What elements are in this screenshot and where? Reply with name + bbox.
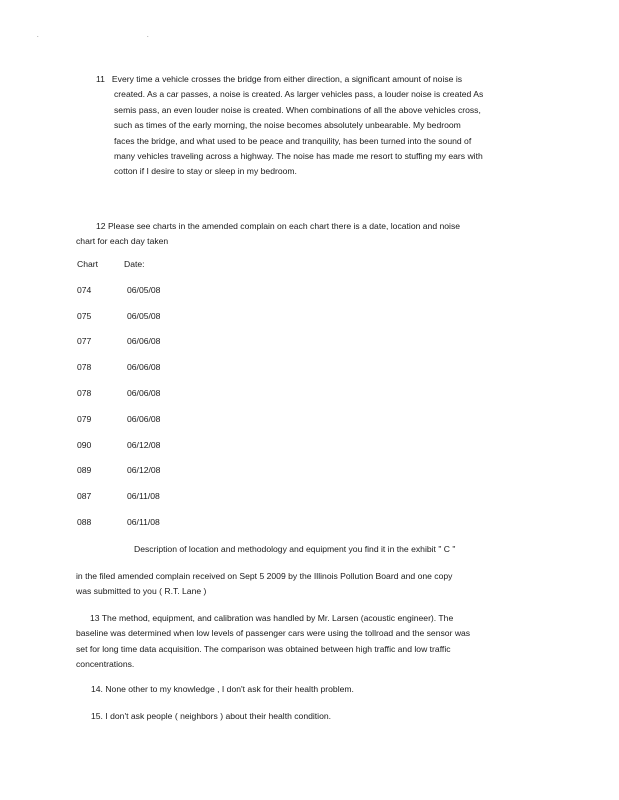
- paragraph-15: 15. I don't ask people ( neighbors ) about their health condition.: [91, 711, 332, 721]
- column-header-chart: Chart: [77, 259, 99, 269]
- paragraph-13: [76, 611, 556, 673]
- paragraph-13-line: set for long time data acquisition. The comparison was obtained between high traffic and low traffic: [76, 643, 451, 654]
- paragraph-11-line: semis pass, an even louder noise is created. When combinations of all the above vehicles cross,: [114, 104, 481, 115]
- scan-speck: .: [147, 33, 149, 39]
- table-header: [77, 259, 277, 285]
- table-row: [77, 517, 277, 543]
- table-row: [77, 388, 277, 414]
- paragraph-13-line: concentrations.: [76, 659, 135, 670]
- chart-number: 089: [77, 465, 92, 476]
- table-row: [77, 440, 277, 466]
- filed-line: in the filed amended complain received on Sept 5 2009 by the Illinois Pollution Board and one copy: [76, 571, 453, 581]
- filed-complaint-note: [76, 569, 556, 600]
- chart-number: 087: [77, 491, 92, 502]
- chart-date: 06/12/08: [127, 465, 161, 476]
- paragraph-11-line: such as times of the early morning, the noise becomes absolutely unbearable. My bedroom: [114, 120, 461, 131]
- chart-date: 06/06/08: [127, 387, 161, 398]
- chart-date: 06/05/08: [127, 310, 161, 321]
- chart-date: 06/12/08: [127, 439, 161, 450]
- chart-date: 06/11/08: [127, 491, 160, 502]
- paragraph-12: [76, 219, 556, 250]
- paragraph-11-line: created. As a car passes, a noise is created. As larger vehicles pass, a louder noise is created As: [114, 89, 484, 100]
- table-row: [77, 311, 277, 337]
- paragraph-13-line: baseline was determined when low levels of passenger cars were using the tollroad and the sensor was: [76, 628, 471, 639]
- paragraph-14: 14. None other to my knowledge , I don't ask for their health problem.: [91, 684, 354, 694]
- chart-number: 079: [77, 413, 92, 424]
- scan-speck: .: [37, 33, 39, 39]
- exhibit-description: Description of location and methodology and equipment you find it in the exhibit " C ": [134, 544, 456, 554]
- chart-date: 06/06/08: [127, 362, 161, 373]
- paragraph-11: [96, 72, 556, 180]
- table-row: [77, 362, 277, 388]
- chart-number: 078: [77, 387, 92, 398]
- chart-date-table: [77, 259, 277, 543]
- chart-number: 078: [77, 362, 92, 373]
- paragraph-11-line: many vehicles traveling across a highway. The noise has made me resort to stuffing my ears with: [114, 151, 483, 162]
- chart-date: 06/05/08: [127, 284, 161, 295]
- paragraph-13-line: 13 The method, equipment, and calibration was handled by Mr. Larsen (acoustic engineer). The: [90, 613, 454, 623]
- column-header-date: Date:: [124, 259, 145, 269]
- chart-number: 088: [77, 516, 92, 527]
- chart-date: 06/06/08: [127, 413, 161, 424]
- chart-date: 06/11/08: [127, 516, 160, 527]
- paragraph-11-line: cotton if I desire to stay or sleep in my bedroom.: [114, 166, 297, 177]
- table-row: [77, 414, 277, 440]
- chart-number: 074: [77, 284, 92, 295]
- chart-number: 077: [77, 336, 92, 347]
- paragraph-number: 11: [96, 74, 105, 84]
- filed-line: was submitted to you ( R.T. Lane ): [76, 586, 207, 597]
- table-row: [77, 336, 277, 362]
- paragraph-12-line: chart for each day taken: [76, 236, 169, 247]
- table-row: [77, 285, 277, 311]
- chart-date: 06/06/08: [127, 336, 161, 347]
- table-row: [77, 491, 277, 517]
- paragraph-11-line: faces the bridge, and what used to be peace and tranquility, has been turned into the sound of: [114, 135, 472, 146]
- paragraph-12-line: 12 Please see charts in the amended complain on each chart there is a date, location and noise: [96, 221, 461, 231]
- paragraph-11-line: 11 Every time a vehicle crosses the bridge from either direction, a significant amount of noise is: [96, 74, 463, 84]
- table-row: [77, 465, 277, 491]
- chart-number: 090: [77, 439, 92, 450]
- chart-number: 075: [77, 310, 92, 321]
